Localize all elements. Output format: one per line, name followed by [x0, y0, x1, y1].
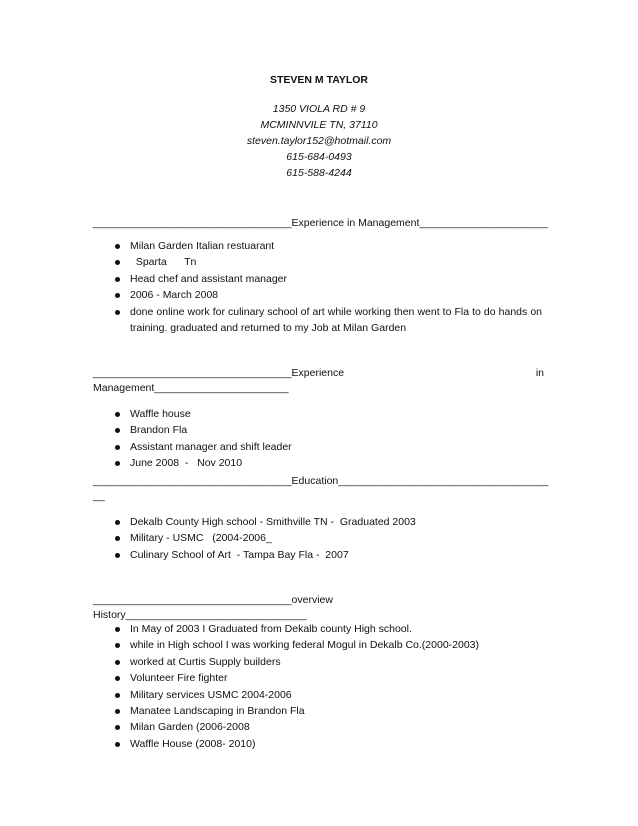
- bullet-icon: [115, 293, 120, 298]
- bullet-icon: [115, 627, 120, 632]
- phone-number-1: 615-684-0493: [286, 151, 352, 163]
- bullet-icon: [115, 310, 120, 315]
- bullet-icon: [115, 660, 120, 665]
- bullet-icon: [115, 643, 120, 648]
- list-item: while in High school I was working federal Mogul in Dekalb Co.(2000-2003): [93, 637, 544, 653]
- list-item: worked at Curtis Supply builders: [93, 654, 544, 670]
- list-item: Milan Garden Italian restuarant: [93, 238, 544, 254]
- section-heading-overview-history: __________________________________overview History_______________________________: [93, 594, 333, 621]
- section-heading-education: __________________________________Education____________________________________ __: [93, 475, 549, 502]
- bullet-icon: [115, 693, 120, 698]
- bullet-icon: [115, 709, 120, 714]
- list-item: Sparta Tn: [93, 254, 544, 270]
- list-item: Waffle House (2008- 2010): [93, 736, 544, 752]
- experience-1-list: [93, 238, 544, 336]
- address-line-2: MCMINNVILE TN, 37110: [260, 119, 378, 131]
- bullet-icon: [115, 742, 120, 747]
- list-item: Manatee Landscaping in Brandon Fla: [93, 703, 544, 719]
- list-item: Military services USMC 2004-2006: [93, 687, 544, 703]
- bullet-icon: [115, 676, 120, 681]
- bullet-icon: [115, 244, 120, 249]
- overview-history-list: [93, 621, 544, 752]
- address-line-1: 1350 VIOLA RD # 9: [272, 103, 366, 115]
- list-item: Culinary School of Art - Tampa Bay Fla - 2007: [93, 547, 544, 563]
- experience-2-list: [93, 406, 544, 472]
- bullet-icon: [115, 553, 120, 558]
- bullet-icon: [115, 536, 120, 541]
- bullet-icon: [115, 520, 120, 525]
- list-item: Military - USMC (2004-2006_: [93, 530, 544, 546]
- list-item: Brandon Fla: [93, 422, 544, 438]
- bullet-icon: [115, 725, 120, 730]
- list-item: Milan Garden (2006-2008: [93, 719, 544, 735]
- list-item: 2006 - March 2008: [93, 287, 544, 303]
- list-item: June 2008 - Nov 2010: [93, 455, 544, 471]
- bullet-icon: [115, 445, 120, 450]
- bullet-icon: [115, 461, 120, 466]
- list-item: Volunteer Fire fighter: [93, 670, 544, 686]
- list-item: In May of 2003 I Graduated from Dekalb county High school.: [93, 621, 544, 637]
- section-heading-experience-1: __________________________________Experience in Management______________________: [93, 217, 548, 229]
- section-heading-experience-2: __________________________________Experience in Management_______________________: [93, 367, 544, 394]
- list-item: Assistant manager and shift leader: [93, 439, 544, 455]
- bullet-icon: [115, 412, 120, 417]
- list-item: done online work for culinary school of art while working then went to Fla to do hands on training. graduated and returned to my Job at Milan Garden: [93, 304, 542, 337]
- list-item: Dekalb County High school - Smithville TN - Graduated 2003: [93, 514, 544, 530]
- bullet-icon: [115, 428, 120, 433]
- bullet-icon: [115, 277, 120, 282]
- list-item: Head chef and assistant manager: [93, 271, 544, 287]
- list-item: Waffle house: [93, 406, 544, 422]
- bullet-icon: [115, 260, 120, 265]
- education-list: [93, 514, 544, 563]
- email-address: steven.taylor152@hotmail.com: [246, 135, 392, 147]
- phone-number-2: 615-588-4244: [286, 167, 352, 179]
- resume-name: STEVEN M TAYLOR: [269, 74, 368, 86]
